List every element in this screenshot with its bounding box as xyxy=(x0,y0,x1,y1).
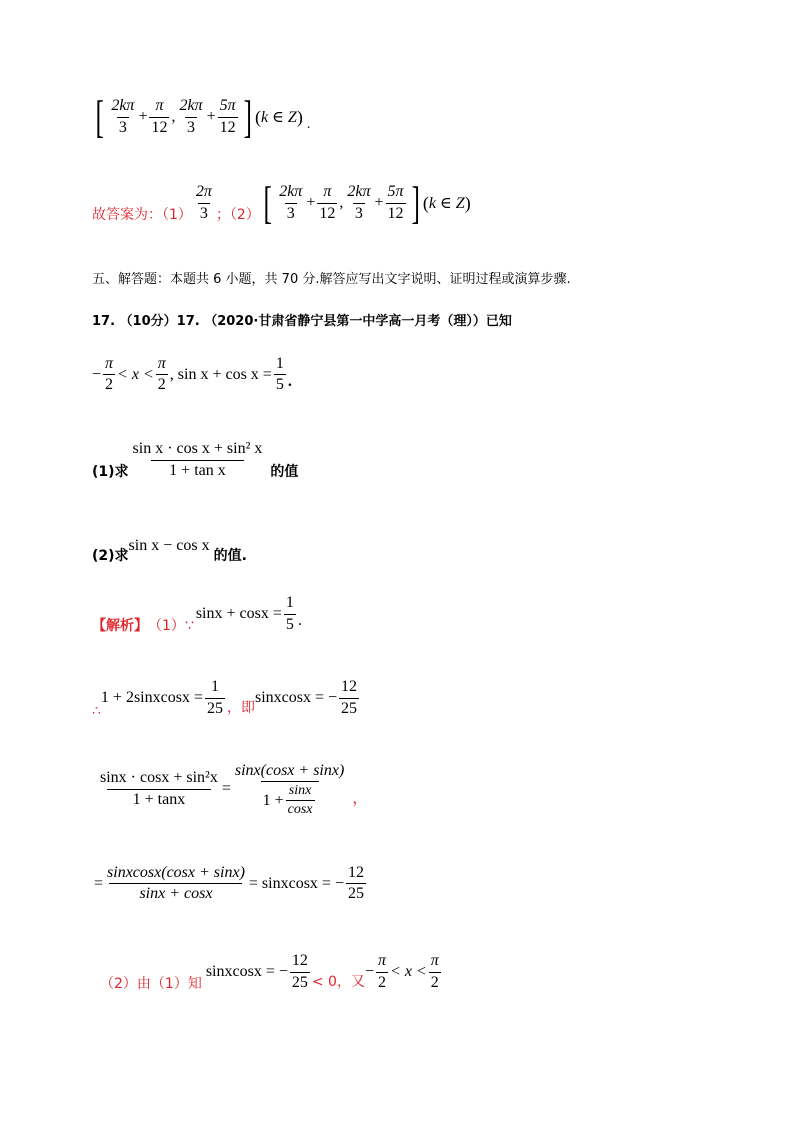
section-title: 五、解答题：本题共 6 小题，共 70 分.解答应写出文字说明、证明过程或演算步骤. xyxy=(92,272,571,287)
problem-header: 17. （10分）17. （2020·甘肃省静宁县第一中学高一月考（理））已知 xyxy=(92,314,512,329)
solution-part-2: （2）由（1）知 sinxcosx = − $\frac{12}{25}$ < 0，又 − $\frac{\pi}{2}$ < x < $\frac{\pi}{2}$ xyxy=(100,952,439,992)
fraction: $\frac{2k\pi}{3}$ xyxy=(179,97,203,136)
fraction: $\frac{5\pi}{12}$ xyxy=(219,97,236,136)
right-bracket: ] xyxy=(243,91,252,142)
solution-line-1: 【解析】 （1）∵ sinx + cosx = $\frac{1}{5}$ . xyxy=(92,594,302,634)
fraction: $\frac{\pi}{12}$ xyxy=(151,97,168,136)
solution-line-2: ∴ 1 + 2sinxcosx = $\frac{1}{25}$ ，即 sinxcosx = − $\frac{12}{25}$ xyxy=(92,678,358,719)
left-bracket: [ xyxy=(95,91,104,142)
fraction: $\frac{2\pi}{3}$ xyxy=(195,183,212,222)
question-1: (1)求 $\frac{\text{sin x · cos x + sin² x}}{\text{1 + tan x}}$ 的值 xyxy=(92,440,299,480)
given-condition: − $\frac{\pi}{2}$ < x < $\frac{\pi}{2}$ , sin x + cos x = $\frac{1}{5}$ . xyxy=(92,355,292,394)
solution-line-3: $\frac{\text{sinx · cosx + sin²x}}{1 + \tan x}$ = sinx(cosx + sinx) 1 + $\frac{\sin x}{\cos x}$ ， xyxy=(100,762,369,818)
question-2: (2)求 sin x − cos x 的值. xyxy=(92,537,247,564)
fraction: $\frac{2k\pi}{3}$ xyxy=(111,97,135,136)
solution-line-4: = $\frac{\text{sinxcosx(cosx + sinx)}}{\sin x + \cos x}$ = sinxcosx = − $\frac{12}{25}$ xyxy=(94,864,364,903)
interval-expression: [ $\frac{2k\pi}{3}$ + $\frac{\pi}{12}$ , $\frac{2k\pi}{3}$ + $\frac{5\pi}{12}$ ] ( k ∈ Z ) . xyxy=(95,91,311,142)
answer-line: 故答案为：（1） $\frac{2\pi}{3}$ ；（2） [ $\frac{2k\pi}{3}$ + $\frac{\pi}{12}$ , $\frac{2k\pi}{3}$ + $\frac{5\pi}{12}$ ] ( k ∈ Z ) xyxy=(92,177,471,228)
